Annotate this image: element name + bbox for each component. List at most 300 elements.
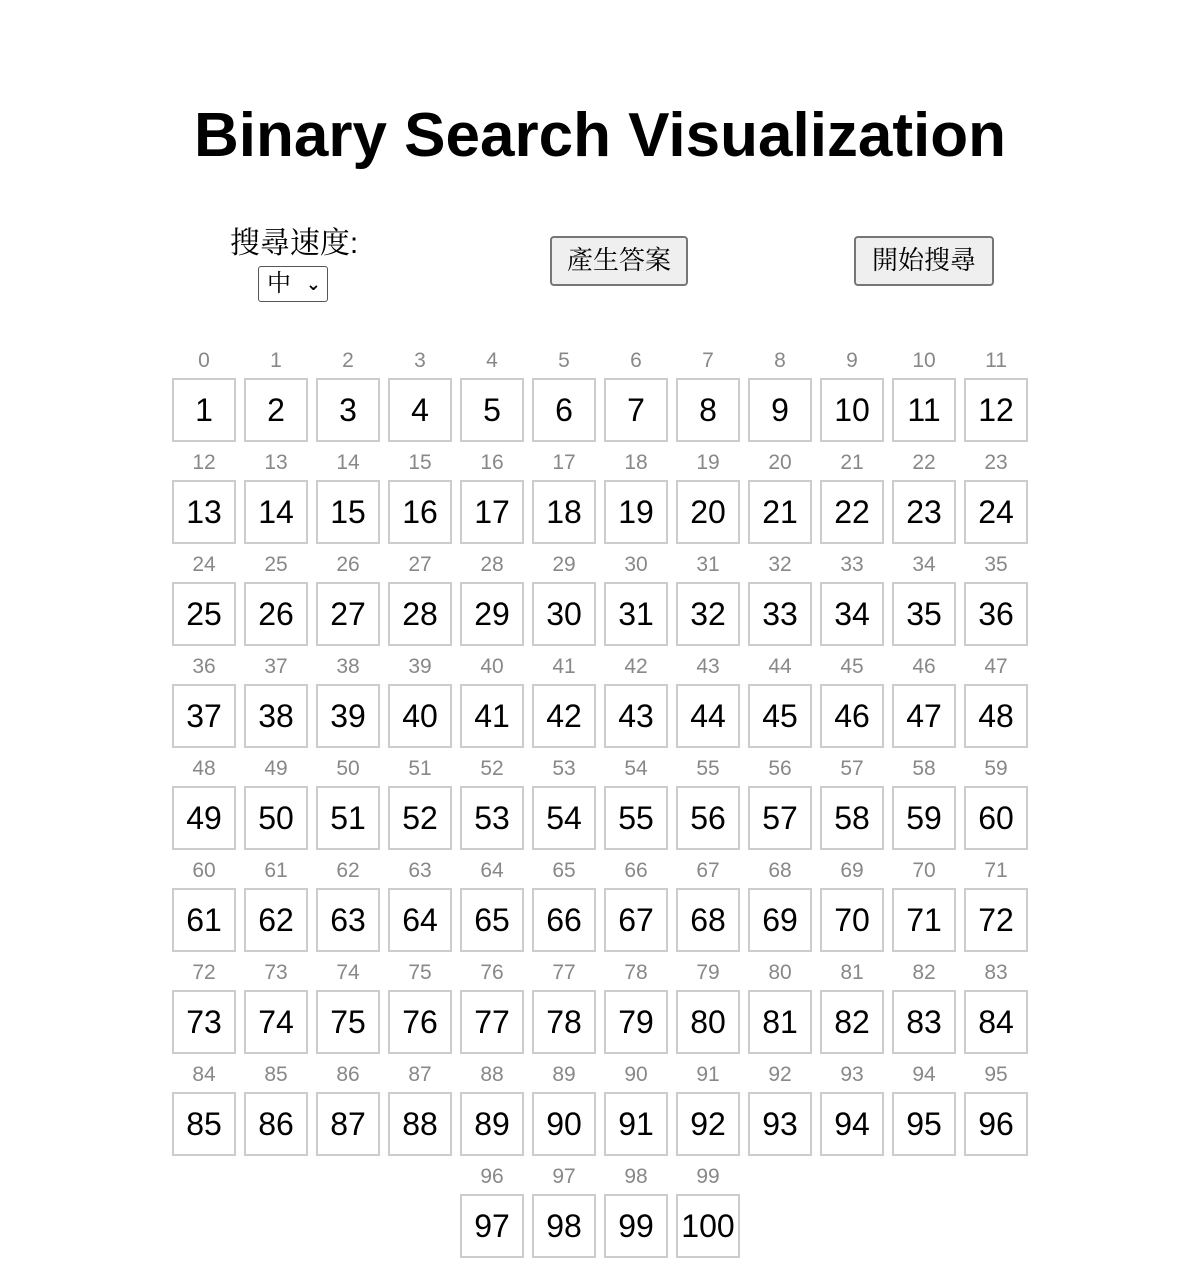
array-index-label: 38 — [336, 655, 360, 678]
array-value-box: 20 — [676, 480, 740, 544]
array-cell — [964, 550, 1028, 652]
array-index-label: 46 — [912, 655, 936, 678]
speed-select[interactable] — [258, 266, 328, 302]
array-value-box: 9 — [748, 378, 812, 442]
array-value-box: 30 — [532, 582, 596, 646]
array-index-label: 75 — [408, 961, 432, 984]
array-cell — [172, 1060, 236, 1162]
array-value-box: 54 — [532, 786, 596, 850]
array-index-label: 50 — [336, 757, 360, 780]
array-cell — [892, 652, 956, 754]
array-value-box: 43 — [604, 684, 668, 748]
array-value-box: 28 — [388, 582, 452, 646]
array-index-label: 94 — [912, 1063, 936, 1086]
array-value-box: 4 — [388, 378, 452, 442]
array-cell — [316, 550, 380, 652]
array-value-box: 77 — [460, 990, 524, 1054]
array-value-box: 92 — [676, 1092, 740, 1156]
array-index-label: 54 — [624, 757, 648, 780]
array-cell — [676, 856, 740, 958]
array-index-label: 28 — [480, 553, 504, 576]
array-index-label: 66 — [624, 859, 648, 882]
array-cell — [964, 1060, 1028, 1162]
array-index-label: 49 — [264, 757, 288, 780]
array-value-box: 87 — [316, 1092, 380, 1156]
array-index-label: 80 — [768, 961, 792, 984]
array-index-label: 96 — [480, 1165, 504, 1188]
array-index-label: 44 — [768, 655, 792, 678]
array-cell — [676, 550, 740, 652]
array-value-box: 75 — [316, 990, 380, 1054]
array-index-label: 89 — [552, 1063, 576, 1086]
array-cell — [604, 1162, 668, 1264]
array-cell — [604, 550, 668, 652]
array-value-box: 38 — [244, 684, 308, 748]
array-cell — [460, 754, 524, 856]
array-index-label: 79 — [696, 961, 720, 984]
array-value-box: 18 — [532, 480, 596, 544]
array-cell — [892, 856, 956, 958]
array-value-box: 53 — [460, 786, 524, 850]
array-cell — [244, 448, 308, 550]
array-cell — [460, 1162, 524, 1264]
array-value-box: 83 — [892, 990, 956, 1054]
array-value-box: 11 — [892, 378, 956, 442]
array-cell — [460, 346, 524, 448]
array-value-box: 35 — [892, 582, 956, 646]
array-value-box: 34 — [820, 582, 884, 646]
array-value-box: 69 — [748, 888, 812, 952]
array-value-box: 44 — [676, 684, 740, 748]
array-index-label: 67 — [696, 859, 720, 882]
array-cell — [172, 448, 236, 550]
array-index-label: 78 — [624, 961, 648, 984]
array-index-label: 48 — [192, 757, 216, 780]
array-index-label: 5 — [558, 349, 570, 372]
array-cell — [820, 652, 884, 754]
array-value-box: 8 — [676, 378, 740, 442]
array-cell — [892, 550, 956, 652]
array-index-label: 68 — [768, 859, 792, 882]
array-index-label: 69 — [840, 859, 864, 882]
array-cell — [748, 856, 812, 958]
array-index-label: 39 — [408, 655, 432, 678]
array-index-label: 98 — [624, 1165, 648, 1188]
array-value-box: 76 — [388, 990, 452, 1054]
array-value-box: 97 — [460, 1194, 524, 1258]
array-cell — [244, 754, 308, 856]
array-index-label: 43 — [696, 655, 720, 678]
array-value-box: 10 — [820, 378, 884, 442]
array-cell — [604, 1060, 668, 1162]
array-value-box: 88 — [388, 1092, 452, 1156]
array-value-box: 42 — [532, 684, 596, 748]
array-value-box: 63 — [316, 888, 380, 952]
array-cell — [676, 958, 740, 1060]
array-cell — [244, 1060, 308, 1162]
array-cell — [676, 448, 740, 550]
array-value-box: 60 — [964, 786, 1028, 850]
array-index-label: 60 — [192, 859, 216, 882]
array-cell — [748, 346, 812, 448]
array-index-label: 59 — [984, 757, 1008, 780]
array-value-box: 57 — [748, 786, 812, 850]
array-index-label: 8 — [774, 349, 786, 372]
array-value-box: 68 — [676, 888, 740, 952]
array-cell — [460, 856, 524, 958]
array-cell — [316, 346, 380, 448]
array-index-label: 40 — [480, 655, 504, 678]
array-index-label: 2 — [342, 349, 354, 372]
array-value-box: 67 — [604, 888, 668, 952]
array-value-box: 3 — [316, 378, 380, 442]
array-value-box: 65 — [460, 888, 524, 952]
array-cell — [532, 346, 596, 448]
array-index-label: 62 — [336, 859, 360, 882]
array-index-label: 14 — [336, 451, 360, 474]
array-index-label: 4 — [486, 349, 498, 372]
array-index-label: 95 — [984, 1063, 1008, 1086]
array-value-box: 49 — [172, 786, 236, 850]
array-value-box: 59 — [892, 786, 956, 850]
array-value-box: 19 — [604, 480, 668, 544]
array-cell — [964, 856, 1028, 958]
array-cell — [748, 1060, 812, 1162]
array-index-label: 15 — [408, 451, 432, 474]
array-value-box: 25 — [172, 582, 236, 646]
array-cell — [388, 958, 452, 1060]
array-cell — [460, 550, 524, 652]
array-index-label: 29 — [552, 553, 576, 576]
array-cell — [244, 958, 308, 1060]
array-cell — [892, 1060, 956, 1162]
array-index-label: 86 — [336, 1063, 360, 1086]
array-index-label: 84 — [192, 1063, 216, 1086]
array-index-label: 3 — [414, 349, 426, 372]
array-cell — [316, 754, 380, 856]
array-value-box: 17 — [460, 480, 524, 544]
array-value-box: 71 — [892, 888, 956, 952]
array-value-box: 37 — [172, 684, 236, 748]
array-index-label: 97 — [552, 1165, 576, 1188]
array-index-label: 90 — [624, 1063, 648, 1086]
array-index-label: 34 — [912, 553, 936, 576]
array-cell — [388, 346, 452, 448]
array-cell — [604, 958, 668, 1060]
array-index-label: 17 — [552, 451, 576, 474]
array-index-label: 71 — [984, 859, 1008, 882]
speed-select-value: 中 — [267, 270, 291, 297]
array-value-box: 23 — [892, 480, 956, 544]
array-cell — [316, 958, 380, 1060]
array-index-label: 56 — [768, 757, 792, 780]
array-value-box: 41 — [460, 684, 524, 748]
array-cell — [388, 550, 452, 652]
array-index-label: 47 — [984, 655, 1008, 678]
array-value-box: 56 — [676, 786, 740, 850]
array-index-label: 31 — [696, 553, 720, 576]
array-value-box: 74 — [244, 990, 308, 1054]
array-value-box: 78 — [532, 990, 596, 1054]
array-index-label: 64 — [480, 859, 504, 882]
array-cell — [172, 346, 236, 448]
array-cell — [676, 754, 740, 856]
array-value-box: 73 — [172, 990, 236, 1054]
array-value-box: 5 — [460, 378, 524, 442]
array-cell — [316, 856, 380, 958]
array-index-label: 36 — [192, 655, 216, 678]
array-index-label: 81 — [840, 961, 864, 984]
array-cell — [460, 652, 524, 754]
array-cell — [964, 448, 1028, 550]
array-cell — [604, 652, 668, 754]
array-value-box: 95 — [892, 1092, 956, 1156]
array-value-box: 89 — [460, 1092, 524, 1156]
speed-label: 搜尋速度: — [229, 227, 359, 260]
array-value-box: 81 — [748, 990, 812, 1054]
array-cell — [532, 958, 596, 1060]
array-cell — [604, 754, 668, 856]
array-cell — [676, 652, 740, 754]
array-index-label: 76 — [480, 961, 504, 984]
array-value-box: 22 — [820, 480, 884, 544]
array-index-label: 19 — [696, 451, 720, 474]
array-value-box: 98 — [532, 1194, 596, 1258]
array-cell — [532, 856, 596, 958]
array-value-box: 6 — [532, 378, 596, 442]
array-cell — [964, 346, 1028, 448]
array-cell — [172, 856, 236, 958]
array-index-label: 21 — [840, 451, 864, 474]
page-title: Binary Search Visualization — [193, 101, 1007, 170]
array-cell — [604, 346, 668, 448]
array-cell — [532, 1060, 596, 1162]
array-value-box: 58 — [820, 786, 884, 850]
array-cell — [964, 652, 1028, 754]
array-index-label: 32 — [768, 553, 792, 576]
array-value-box: 86 — [244, 1092, 308, 1156]
array-cell — [820, 754, 884, 856]
array-cell — [820, 448, 884, 550]
array-cell — [532, 1162, 596, 1264]
array-cell — [460, 1060, 524, 1162]
array-cell — [748, 754, 812, 856]
array-value-box: 99 — [604, 1194, 668, 1258]
array-index-label: 99 — [696, 1165, 720, 1188]
array-cell — [748, 652, 812, 754]
array-value-box: 13 — [172, 480, 236, 544]
array-index-label: 55 — [696, 757, 720, 780]
array-value-box: 82 — [820, 990, 884, 1054]
array-cell — [460, 448, 524, 550]
array-index-label: 92 — [768, 1063, 792, 1086]
array-cell — [388, 652, 452, 754]
array-index-label: 7 — [702, 349, 714, 372]
array-index-label: 87 — [408, 1063, 432, 1086]
array-index-label: 13 — [264, 451, 288, 474]
array-cell — [244, 550, 308, 652]
array-cell — [820, 346, 884, 448]
array-index-label: 74 — [336, 961, 360, 984]
array-value-box: 36 — [964, 582, 1028, 646]
array-cell — [244, 346, 308, 448]
array-value-box: 27 — [316, 582, 380, 646]
array-index-label: 70 — [912, 859, 936, 882]
array-value-box: 55 — [604, 786, 668, 850]
array-cell — [172, 652, 236, 754]
array-value-box: 80 — [676, 990, 740, 1054]
array-index-label: 10 — [912, 349, 936, 372]
array-index-label: 77 — [552, 961, 576, 984]
speed-control — [194, 224, 394, 297]
array-cell — [964, 958, 1028, 1060]
array-index-label: 12 — [192, 451, 216, 474]
array-value-box: 39 — [316, 684, 380, 748]
array-index-label: 33 — [840, 553, 864, 576]
array-index-label: 61 — [264, 859, 288, 882]
array-value-box: 96 — [964, 1092, 1028, 1156]
array-cell — [892, 448, 956, 550]
array-index-label: 26 — [336, 553, 360, 576]
array-index-label: 37 — [264, 655, 288, 678]
array-cell — [892, 346, 956, 448]
array-index-label: 11 — [985, 349, 1007, 372]
array-index-label: 63 — [408, 859, 432, 882]
array-index-label: 91 — [696, 1063, 720, 1086]
array-cell — [748, 958, 812, 1060]
array-value-box: 51 — [316, 786, 380, 850]
array-index-label: 24 — [192, 553, 216, 576]
array-cell — [388, 1060, 452, 1162]
array-value-box: 70 — [820, 888, 884, 952]
array-index-label: 52 — [480, 757, 504, 780]
array-value-box: 31 — [604, 582, 668, 646]
array-index-label: 65 — [552, 859, 576, 882]
array-value-box: 50 — [244, 786, 308, 850]
array-value-box: 29 — [460, 582, 524, 646]
array-cell — [388, 754, 452, 856]
array-index-label: 45 — [840, 655, 864, 678]
array-cell — [676, 1060, 740, 1162]
array-index-label: 82 — [912, 961, 936, 984]
generate-answer-button[interactable]: 產生答案 — [550, 236, 688, 286]
array-cell — [820, 1060, 884, 1162]
chevron-down-icon: ⌄ — [305, 274, 321, 294]
array-cell — [244, 652, 308, 754]
array-value-box: 1 — [172, 378, 236, 442]
array-value-box: 85 — [172, 1092, 236, 1156]
array-cell — [532, 448, 596, 550]
array-value-box: 33 — [748, 582, 812, 646]
array-cell — [676, 346, 740, 448]
array-value-box: 32 — [676, 582, 740, 646]
array-value-box: 61 — [172, 888, 236, 952]
array-cell — [748, 448, 812, 550]
array-cell — [964, 754, 1028, 856]
array-index-label: 93 — [840, 1063, 864, 1086]
array-index-label: 6 — [630, 349, 642, 372]
array-cell — [172, 550, 236, 652]
array-value-box: 91 — [604, 1092, 668, 1156]
array-index-label: 30 — [624, 553, 648, 576]
array-cell — [316, 448, 380, 550]
array-index-label: 58 — [912, 757, 936, 780]
array-index-label: 35 — [984, 553, 1008, 576]
array-value-box: 84 — [964, 990, 1028, 1054]
array-cell — [892, 754, 956, 856]
array-cell — [172, 958, 236, 1060]
array-cell — [316, 652, 380, 754]
array-value-box: 26 — [244, 582, 308, 646]
array-index-label: 53 — [552, 757, 576, 780]
array-cell — [244, 856, 308, 958]
array-cell — [532, 550, 596, 652]
array-cell — [316, 1060, 380, 1162]
array-value-box: 46 — [820, 684, 884, 748]
array-cell — [172, 754, 236, 856]
array-cell — [892, 958, 956, 1060]
array-value-box: 47 — [892, 684, 956, 748]
array-value-box: 48 — [964, 684, 1028, 748]
array-cell — [388, 856, 452, 958]
array-index-label: 88 — [480, 1063, 504, 1086]
array-cell — [532, 652, 596, 754]
array-index-label: 20 — [768, 451, 792, 474]
array-value-box: 79 — [604, 990, 668, 1054]
array-value-box: 62 — [244, 888, 308, 952]
array-index-label: 83 — [984, 961, 1008, 984]
array-value-box: 16 — [388, 480, 452, 544]
array-cell — [820, 856, 884, 958]
array-index-label: 22 — [912, 451, 936, 474]
array-index-label: 0 — [198, 349, 210, 372]
array-index-label: 23 — [984, 451, 1008, 474]
array-value-box: 40 — [388, 684, 452, 748]
array-index-label: 16 — [480, 451, 504, 474]
array-index-label: 27 — [408, 553, 432, 576]
array-value-box: 66 — [532, 888, 596, 952]
array-value-box: 7 — [604, 378, 668, 442]
start-search-button[interactable]: 開始搜尋 — [854, 236, 994, 286]
array-value-box: 90 — [532, 1092, 596, 1156]
array-index-label: 1 — [270, 349, 282, 372]
array-index-label: 72 — [192, 961, 216, 984]
array-value-box: 2 — [244, 378, 308, 442]
array-value-box: 21 — [748, 480, 812, 544]
array-index-label: 51 — [408, 757, 432, 780]
array-value-box: 52 — [388, 786, 452, 850]
array-value-box: 100 — [676, 1194, 740, 1258]
array-index-label: 85 — [264, 1063, 288, 1086]
array-cell — [604, 856, 668, 958]
array-index-label: 42 — [624, 655, 648, 678]
array-value-box: 93 — [748, 1092, 812, 1156]
array-value-box: 14 — [244, 480, 308, 544]
array-value-box: 64 — [388, 888, 452, 952]
array-cell — [820, 550, 884, 652]
array-cell — [532, 754, 596, 856]
array-index-label: 41 — [552, 655, 576, 678]
array-cell — [748, 550, 812, 652]
array-value-box: 94 — [820, 1092, 884, 1156]
array-value-box: 12 — [964, 378, 1028, 442]
array-cell — [604, 448, 668, 550]
array-value-box: 45 — [748, 684, 812, 748]
array-value-box: 72 — [964, 888, 1028, 952]
array-value-box: 15 — [316, 480, 380, 544]
array-index-label: 57 — [840, 757, 864, 780]
array-cell — [676, 1162, 740, 1264]
